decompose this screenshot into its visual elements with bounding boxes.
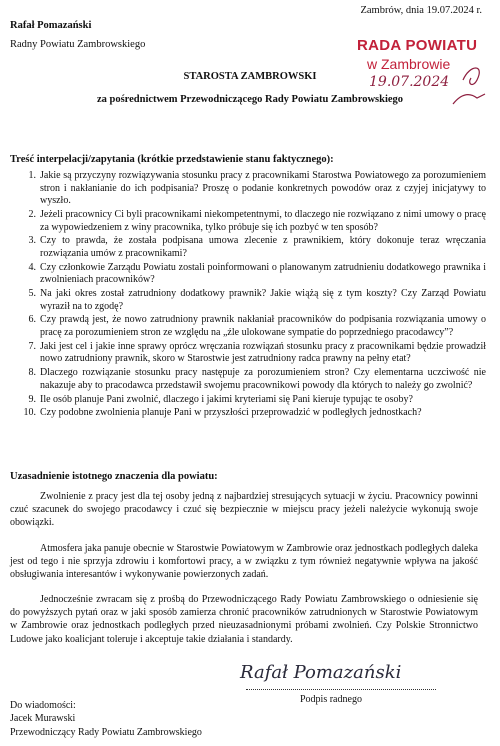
question-text: Czy członkowie Zarządu Powiatu zostali poinformowani o planowanym zatrudnieniu dodatkowego prawnika i zwolnieniach pracowników? — [40, 261, 486, 286]
question-number: 10. — [23, 407, 36, 419]
question-item — [16, 209, 486, 234]
question-text: Jakie są przyczyny rozwiązywania stosunku pracy z pracownikami Starostwa Powiatowego za porozumieniem stron i nakłanianie do ich podpisania? Proszę o podanie konkretnych powodów oraz z czyjej inicjatywy to wyszło. — [40, 170, 486, 207]
question-text: Ile osób planuje Pani zwolnić, dlaczego i jakimi kryteriami się Pani kieruje typując te osoby? — [40, 393, 413, 405]
question-number: 7. — [28, 340, 36, 352]
stamp-handwritten-date: 19.07.2024 — [369, 74, 450, 90]
justification-heading: Uzasadnienie istotnego znaczenia dla powiatu: — [10, 471, 218, 482]
place-date: Zambrów, dnia 19.07.2024 r. — [360, 5, 482, 16]
stamp-scribble-icon — [345, 34, 495, 130]
question-text: Czy prawdą jest, że nowo zatrudniony prawnik nakłaniał pracowników do podpisania rozwiązania umowy o pracę za porozumieniem stron ze względu na „źle ulokowane sympatie do poprzedniego pracodawcy”? — [40, 314, 486, 339]
stamp-organization: RADA POWIATU — [357, 37, 478, 54]
question-number: 5. — [28, 288, 36, 300]
signature-caption: Podpis radnego — [300, 694, 362, 705]
justification-paragraph-1: Zwolnienie z pracy jest dla tej osoby jedną z najbardziej stresujących sytuacji w życiu. Pracownicy powinni czuć szacunek do swojego pracodawcy i czuć się bezpiecznie w miejscu pracy jeżeli należycie wykonują swoje obowiązki. — [10, 491, 478, 529]
question-item — [16, 314, 486, 339]
question-item — [16, 235, 486, 260]
justification-paragraph-3: Jednocześnie zwracam się z prośbą do Przewodniczącego Rady Powiatu Zambrowskiego o odniesienie się do powyższych pytań oraz w jaki sposób zamierza chronić pracowników zatrudnionych w Starostwie Powiatowym w Zambrowie oraz jednostkach podległych przed nieuzasadnionymi próbami zwolnień. Czy Polskie Stronnictwo Ludowe jako koalicjant toleruje i akceptuje takie działania i standardy. — [10, 594, 478, 645]
question-text: Jeżeli pracownicy Ci byli pracownikami niekompetentnymi, to dlaczego nie rozwiązano z nimi umowy o pracę za wypowiedzeniem z winy pracownika, tylko próbuje się ich pozbyć w ten sposób? — [40, 208, 486, 233]
question-text: Czy podobne zwolnienia planuje Pani w przyszłości przeprowadzić w podległych jednostkach? — [40, 407, 422, 419]
question-number: 6. — [28, 314, 36, 326]
question-number: 1. — [28, 170, 36, 181]
question-text: Na jaki okres został zatrudniony dodatkowy prawnik? Jakie wiążą się z tym koszty? Czy Zarząd Powiatu wyraził na to zgodę? — [40, 288, 486, 312]
questions-list — [16, 170, 486, 421]
question-number: 4. — [28, 261, 36, 273]
question-number: 3. — [28, 235, 36, 247]
question-item — [16, 262, 486, 287]
handwritten-signature: Rafał Pomazański — [240, 662, 402, 683]
cc-role: Przewodniczący Rady Powiatu Zambrowskiego — [10, 727, 202, 738]
author-role: Radny Powiatu Zambrowskiego — [10, 39, 146, 50]
question-item — [16, 170, 486, 208]
registration-stamp — [345, 34, 495, 130]
cc-name: Jacek Murawski — [10, 713, 76, 724]
signature-line — [246, 689, 436, 690]
question-number: 2. — [28, 208, 36, 220]
cc-heading: Do wiadomości: — [10, 700, 76, 711]
question-item — [16, 407, 486, 420]
question-item — [16, 367, 486, 392]
question-number: 8. — [28, 367, 36, 379]
question-text: Dlaczego rozwiązanie stosunku pracy następuje za porozumieniem stron? Czy elementarna uczciwość nie nakazuje aby to pracodawca przedstawił swojemu pracownikowi powody dla których to należy go zwolnić? — [40, 367, 486, 391]
question-text: Czy to prawda, że została podpisana umowa zlecenie z prawnikiem, który dokonuje teraz wręczania rozwiązania umów z pracownikami? — [40, 235, 486, 259]
question-item — [16, 341, 486, 366]
author-name: Rafał Pomazański — [10, 20, 92, 31]
question-item — [16, 288, 486, 313]
stamp-location: w Zambrowie — [367, 56, 451, 72]
justification-paragraph-2: Atmosfera jaka panuje obecnie w Starostwie Powiatowym w Zambrowie oraz jednostkach podległych daleka jest od tego i nie sprzyja zdrowiu i komfortowi pracy, a w związku z tym również negatywnie wpływa na jakość obsługiwania interesantów i wykonywanie powierzonych zadań. — [10, 543, 478, 581]
question-item — [16, 394, 486, 407]
addressee-title: STAROSTA ZAMBROWSKI — [183, 71, 317, 82]
question-number: 9. — [28, 393, 36, 405]
questions-heading: Treść interpelacji/zapytania (krótkie przedstawienie stanu faktycznego): — [10, 154, 334, 165]
addressee-via: za pośrednictwem Przewodniczącego Rady Powiatu Zambrowskiego — [96, 94, 404, 105]
question-text: Jaki jest cel i jakie inne sprawy oprócz wręczania rozwiązań stosunku pracy z pracownikami będzie prowadził nowo zatrudniony prawnik, skoro w Starostwie jest zatrudniony radca prawny na pełny etat? — [40, 340, 486, 365]
